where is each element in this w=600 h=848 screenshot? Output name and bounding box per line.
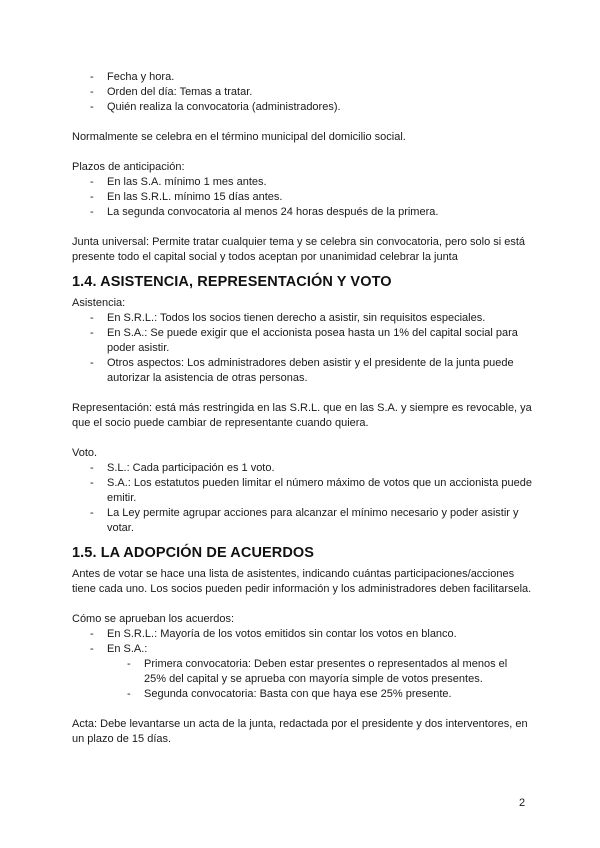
list-item: - En las S.A. mínimo 1 mes antes. — [72, 175, 532, 190]
voto-list — [72, 461, 532, 536]
section-heading-acuerdos: 1.5. LA ADOPCIÓN DE ACUERDOS — [72, 545, 315, 561]
voto-title: Voto. — [72, 447, 98, 459]
list-item: - Orden del día: Temas a tratar. — [72, 85, 532, 100]
convocatoria-contents-list — [72, 70, 532, 115]
list-item: - S.L.: Cada participación es 1 voto. — [72, 461, 532, 476]
list-item: - S.A.: Los estatutos pueden limitar el número máximo de votos que un accionista puede emitir. — [72, 476, 532, 506]
paragraph-antes-de-votar: Antes de votar se hace una lista de asistentes, indicando cuántas participaciones/acciones tiene cada uno. Los socios pueden pedir información y los administradores deben facilitarsela. — [72, 568, 532, 595]
list-item: - En las S.R.L. mínimo 15 días antes. — [72, 190, 532, 205]
list-item: - En S.R.L.: Todos los socios tienen derecho a asistir, sin requisitos especiales. — [72, 311, 532, 326]
asistencia-list — [72, 311, 532, 386]
plazos-list — [72, 175, 532, 220]
aprueban-list — [72, 627, 532, 657]
plazos-title: Plazos de anticipación: — [72, 161, 185, 173]
list-item: - En S.A.: Se puede exigir que el accionista posea hasta un 1% del capital social para poder asistir. — [72, 326, 532, 356]
sublist-item: - Segunda convocatoria: Basta con que haya ese 25% presente. — [72, 687, 532, 702]
aprueban-title: Cómo se aprueban los acuerdos: — [72, 613, 235, 625]
page-content — [72, 70, 532, 747]
list-item: - La segunda convocatoria al menos 24 horas después de la primera. — [72, 205, 532, 220]
section-heading-asistencia: 1.4. ASISTENCIA, REPRESENTACIÓN Y VOTO — [72, 274, 392, 290]
sublist-item: - Primera convocatoria: Deben estar presentes o representados al menos el 25% del capital y se aprueba con mayoría simple de votos presentes. — [72, 657, 532, 687]
list-item: - Otros aspectos: Los administradores deben asistir y el presidente de la junta puede autorizar la asistencia de otras personas. — [72, 356, 532, 386]
list-item: - Quién realiza la convocatoria (administradores). — [72, 100, 532, 115]
sa-sublist — [72, 657, 532, 702]
list-item: - La Ley permite agrupar acciones para alcanzar el mínimo necesario y poder asistir y votar. — [72, 506, 532, 536]
paragraph-acta: Acta: Debe levantarse un acta de la junta, redactada por el presidente y dos interventores, en un plazo de 15 días. — [72, 718, 528, 745]
paragraph-representacion: Representación: está más restringida en las S.R.L. que en las S.A. y siempre es revocable, ya que el socio puede cambiar de representante cuando quiera. — [72, 402, 532, 429]
list-item: - En S.R.L.: Mayoría de los votos emitidos sin contar los votos en blanco. — [72, 627, 532, 642]
paragraph-junta-universal: Junta universal: Permite tratar cualquier tema y se celebra sin convocatoria, pero solo si está presente todo el capital social y todos aceptan por unanimidad celebrar la junta — [72, 236, 526, 263]
list-item: - En S.A.: — [72, 642, 532, 657]
asistencia-title: Asistencia: — [72, 297, 126, 309]
paragraph-lugar: Normalmente se celebra en el término municipal del domicilio social. — [72, 131, 406, 143]
page-number: 2 — [519, 797, 526, 809]
list-item: - Fecha y hora. — [72, 70, 532, 85]
